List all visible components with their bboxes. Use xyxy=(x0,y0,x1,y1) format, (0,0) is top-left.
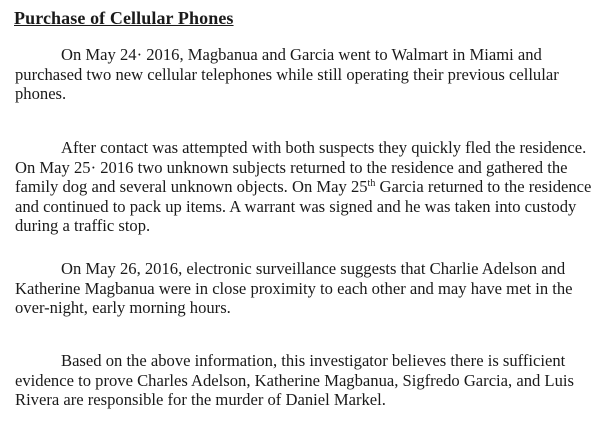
paragraph-conclusion: Based on the above information, this investigator believes there is sufficient evidence to prove Charles Adelson, Katherine Magbanua, Sigfredo Garcia, and Luis Rivera are responsible for the murder of Daniel Markel. xyxy=(15,351,574,410)
paragraph-walmart-purchase: On May 24· 2016, Magbanua and Garcia went to Walmart in Miami and purchased two new cellular telephones while still operating their previous cellular phones. xyxy=(15,45,559,104)
paragraph-suspects-fled xyxy=(15,138,595,236)
ordinal-superscript: th xyxy=(367,178,376,190)
paragraph-text-part: After contact was attempted with both suspects they quickly fled the residence. On May 25· 2016 two unknown subjects returned to the residence and gathered the family dog and several unknown objects. On May 25 xyxy=(15,138,587,197)
section-heading: Purchase of Cellular Phones xyxy=(14,8,234,28)
paragraph-text-part: Garcia returned to the residence and continued to pack up items. A warrant was signed and he was taken into custody during a traffic stop. xyxy=(15,177,592,236)
paragraph-surveillance: On May 26, 2016, electronic surveillance suggests that Charlie Adelson and Katherine Magbanua were in close proximity to each other and may have met in the over-night, early morning hours. xyxy=(15,259,573,318)
